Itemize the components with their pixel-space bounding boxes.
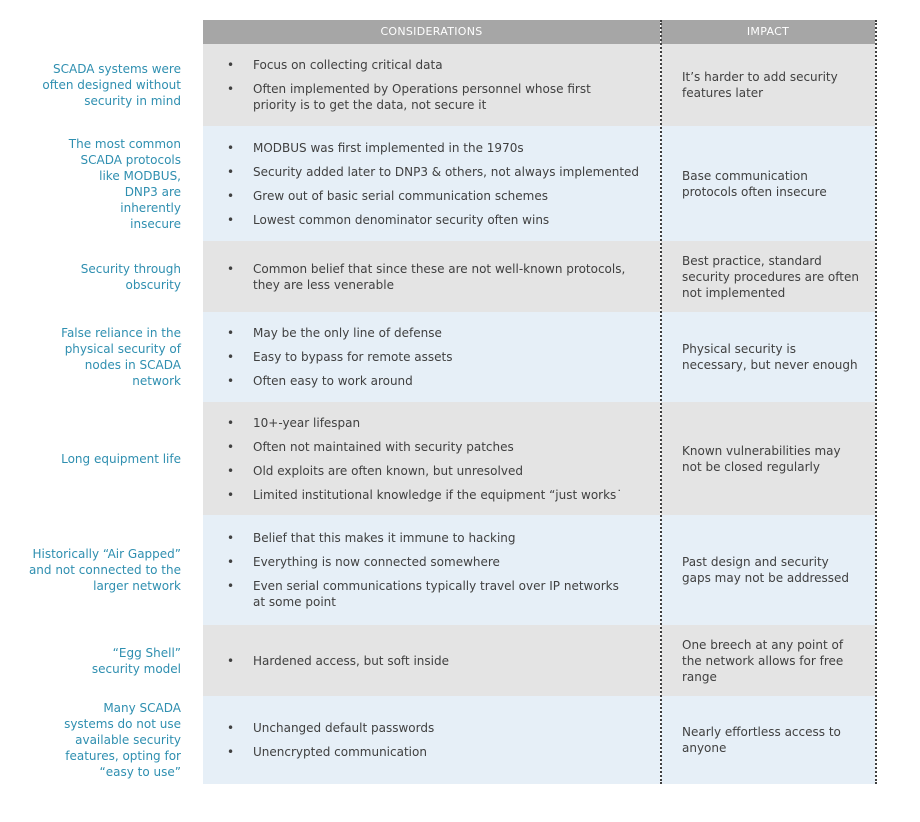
- table-row: [0, 625, 920, 696]
- consideration-item: • Focus on collecting critical data: [203, 57, 660, 73]
- impact-text: Nearly effortless access to anyone: [682, 725, 841, 755]
- consideration-item: • Security added later to DNP3 & others, not always implemented: [203, 164, 660, 180]
- consideration-item: • Often not maintained with security patches: [203, 439, 660, 455]
- impact-text: One breech at any point of the network allows for free range: [682, 637, 844, 684]
- considerations-cell: [203, 312, 660, 402]
- impact-text: It’s harder to add security features later: [682, 70, 838, 100]
- row-label: Security through obscurity: [80, 261, 181, 292]
- consideration-item: • Belief that this makes it immune to hacking: [203, 530, 660, 546]
- security-considerations-table: [0, 20, 920, 779]
- row-label: False reliance in the physical security of nodes in SCADA network: [61, 326, 181, 388]
- impact-cell: [661, 515, 875, 625]
- impact-cell: [661, 625, 875, 696]
- table-row: [0, 241, 920, 312]
- consideration-item: • Often easy to work around: [203, 373, 660, 389]
- table-row: [0, 696, 920, 784]
- considerations-cell: [203, 515, 660, 625]
- table-row: [0, 312, 920, 402]
- row-label: Many SCADA systems do not use available security features, opting for “easy to use”: [64, 701, 181, 779]
- row-label: Long equipment life: [61, 451, 181, 466]
- consideration-item: • Common belief that since these are not well-known protocols, they are less venerable: [203, 261, 660, 293]
- consideration-item: • Limited institutional knowledge if the equipment “just works˙: [203, 487, 660, 503]
- table-row: [0, 126, 920, 241]
- impact-cell: [661, 126, 875, 241]
- consideration-item: • Often implemented by Operations personnel whose first priority is to get the data, not secure it: [203, 81, 660, 113]
- impact-text: Physical security is necessary, but never enough: [682, 342, 858, 372]
- row-label: SCADA systems were often designed without security in mind: [42, 62, 181, 108]
- considerations-cell: [203, 126, 660, 241]
- impact-text: Known vulnerabilities may not be closed regularly: [682, 443, 841, 474]
- consideration-item: • May be the only line of defense: [203, 325, 660, 341]
- consideration-item: • MODBUS was first implemented in the 1970s: [203, 140, 660, 156]
- consideration-item: • Unencrypted communication: [203, 744, 660, 760]
- impact-cell: [661, 44, 875, 126]
- impact-text: Base communication protocols often insecure: [682, 168, 827, 199]
- table-header: [0, 20, 920, 44]
- header-considerations: CONSIDERATIONS: [203, 20, 660, 44]
- row-label: The most common SCADA protocols like MODBUS, DNP3 are inherently insecure: [68, 136, 181, 231]
- considerations-cell: [203, 44, 660, 126]
- table-row: [0, 402, 920, 515]
- impact-cell: [661, 312, 875, 402]
- consideration-item: • Easy to bypass for remote assets: [203, 349, 660, 365]
- column-divider: [660, 20, 662, 784]
- table-right-border: [875, 20, 877, 784]
- header-impact: IMPACT: [661, 20, 875, 44]
- row-label: “Egg Shell” security model: [91, 645, 181, 676]
- consideration-item: • Grew out of basic serial communication schemes: [203, 188, 660, 204]
- consideration-item: • 10+-year lifespan: [203, 415, 660, 431]
- considerations-cell: [203, 241, 660, 312]
- table-row: [0, 515, 920, 625]
- impact-cell: [661, 241, 875, 312]
- impact-cell: [661, 696, 875, 784]
- consideration-item: • Everything is now connected somewhere: [203, 554, 660, 570]
- consideration-item: • Unchanged default passwords: [203, 720, 660, 736]
- considerations-cell: [203, 625, 660, 696]
- consideration-item: • Lowest common denominator security often wins: [203, 212, 660, 228]
- considerations-cell: [203, 402, 660, 515]
- impact-text: Best practice, standard security procedures are often not implemented: [682, 253, 859, 300]
- impact-cell: [661, 402, 875, 515]
- table-row: [0, 44, 920, 126]
- consideration-item: • Hardened access, but soft inside: [203, 653, 660, 669]
- considerations-cell: [203, 696, 660, 784]
- impact-text: Past design and security gaps may not be addressed: [682, 555, 850, 585]
- consideration-item: • Old exploits are often known, but unresolved: [203, 463, 660, 479]
- row-label: Historically “Air Gapped” and not connected to the larger network: [28, 547, 181, 593]
- consideration-item: • Even serial communications typically travel over IP networks at some point: [203, 578, 660, 610]
